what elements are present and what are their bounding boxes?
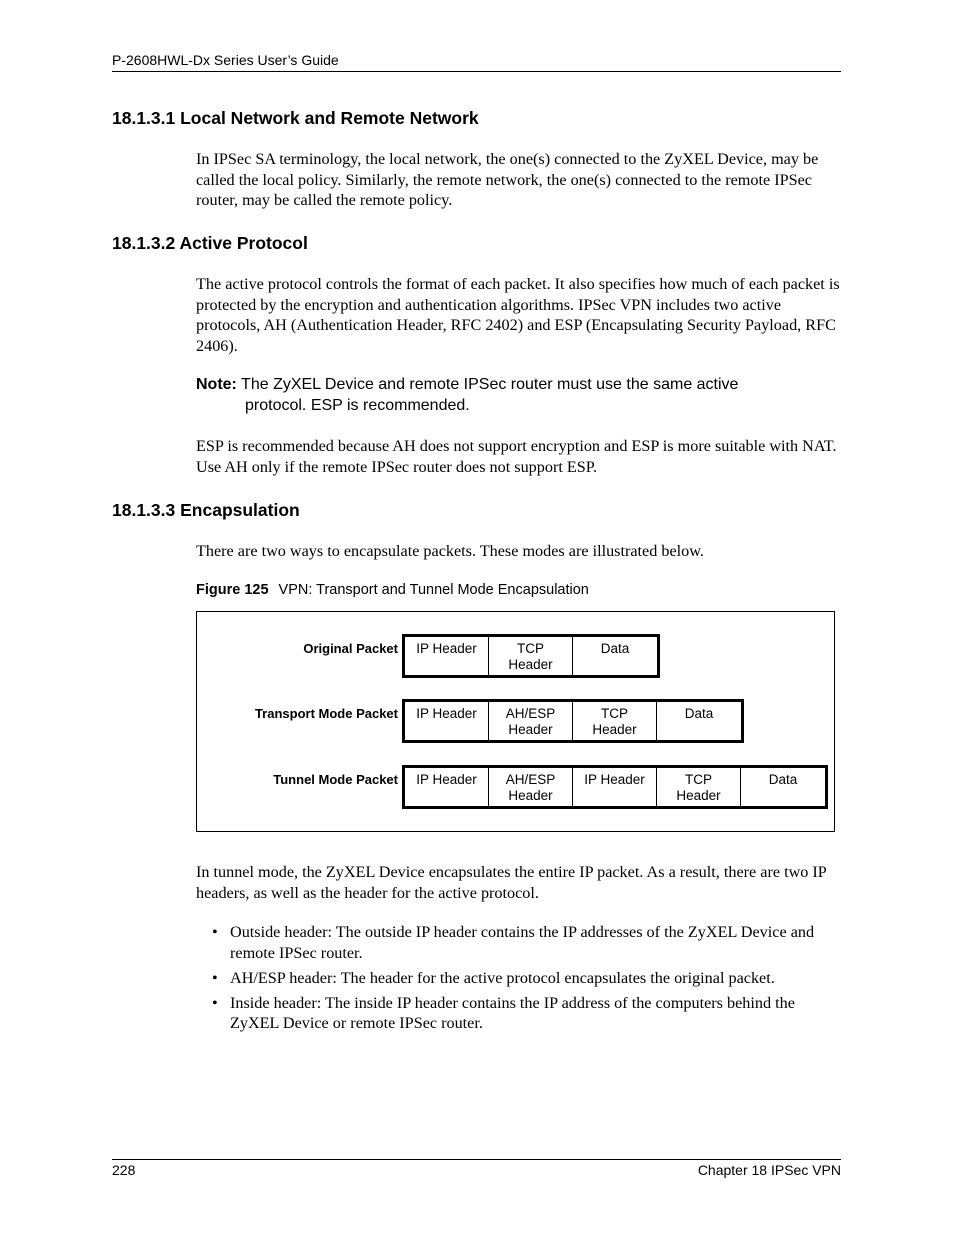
packet-field-cell: AH/ESP Header <box>489 702 573 740</box>
section-heading-local-remote: 18.1.3.1 Local Network and Remote Network <box>112 108 479 128</box>
packet-field-cell: IP Header <box>573 768 657 806</box>
packet-field-cell: IP Header <box>405 637 489 675</box>
encapsulation-intro-paragraph: There are two ways to encapsulate packets. These modes are illustrated below. <box>196 542 704 560</box>
bullet-icon: • <box>212 993 218 1012</box>
packet-field-cell: Data <box>600 641 630 656</box>
note-label: Note: <box>196 376 237 393</box>
section-heading-active-protocol: 18.1.3.2 Active Protocol <box>112 233 308 253</box>
original-packet-row <box>402 634 660 678</box>
packet-field-cell: Data <box>684 706 714 721</box>
note-block <box>196 375 836 416</box>
page-number: 228 <box>112 1162 136 1178</box>
tunnel-mode-packet-label: Tunnel Mode Packet <box>273 772 398 787</box>
bullet-text: Inside header: The inside IP header contains the IP address of the computers behind the ZyXEL Device or remote IPSec router. <box>230 993 795 1032</box>
original-packet-label: Original Packet <box>303 641 398 656</box>
bullet-icon: • <box>212 923 218 941</box>
header-bullet-list <box>196 922 844 1038</box>
footer-rule <box>112 1159 841 1160</box>
list-item <box>196 968 844 989</box>
tunnel-mode-packet-row <box>402 765 828 809</box>
chapter-title: Chapter 18 IPSec VPN <box>697 1162 841 1178</box>
esp-recommendation-paragraph: ESP is recommended because AH does not support encryption and ESP is more suitable with NAT. Use AH only if the remote IPSec router does not support ESP. <box>196 437 837 476</box>
note-text-line2: protocol. ESP is recommended. <box>245 396 470 414</box>
tunnel-mode-paragraph: In tunnel mode, the ZyXEL Device encapsulates the entire IP packet. As a result, there are two IP headers, as well as the header for the active protocol. <box>196 863 827 902</box>
note-text-line1: The ZyXEL Device and remote IPSec router must use the same active <box>241 376 739 393</box>
active-protocol-paragraph: The active protocol controls the format of each packet. It also specifies how much of each packet is protected by the encryption and authentication algorithms. IPSec VPN includes two active protocols, AH (Authentication Header, RFC 2402) and ESP (Encapsulating Security Payload, RFC 2406). <box>196 275 840 355</box>
packet-field-cell: TCP Header <box>489 637 573 675</box>
figure-title: VPN: Transport and Tunnel Mode Encapsulation <box>278 582 589 598</box>
packet-field-cell: TCP Header <box>573 702 657 740</box>
transport-mode-packet-row <box>402 699 744 743</box>
list-item <box>196 993 844 1034</box>
list-item <box>196 922 844 963</box>
packet-field-cell: TCP Header <box>657 768 741 806</box>
packet-field-cell: IP Header <box>405 702 489 740</box>
bullet-text: AH/ESP header: The header for the active protocol encapsulates the original packet. <box>230 968 775 987</box>
figure-number: Figure 125 <box>196 582 269 598</box>
encapsulation-figure <box>196 611 835 832</box>
local-remote-paragraph: In IPSec SA terminology, the local network, the one(s) connected to the ZyXEL Device, may be called the local policy. Similarly, the remote network, the one(s) connected to the remote IPSec router, may be called the remote policy. <box>196 150 819 209</box>
running-header: P-2608HWL-Dx Series User’s Guide <box>112 52 339 68</box>
section-heading-encapsulation: 18.1.3.3 Encapsulation <box>112 500 300 520</box>
bullet-text: Outside header: The outside IP header contains the IP addresses of the ZyXEL Device and remote IPSec router. <box>230 923 815 962</box>
figure-caption <box>196 582 589 598</box>
packet-field-cell: Data <box>768 772 798 787</box>
header-rule <box>112 71 841 72</box>
packet-field-cell: IP Header <box>405 768 489 806</box>
transport-mode-packet-label: Transport Mode Packet <box>254 706 398 721</box>
packet-field-cell: AH/ESP Header <box>489 768 573 806</box>
bullet-icon: • <box>212 968 218 987</box>
